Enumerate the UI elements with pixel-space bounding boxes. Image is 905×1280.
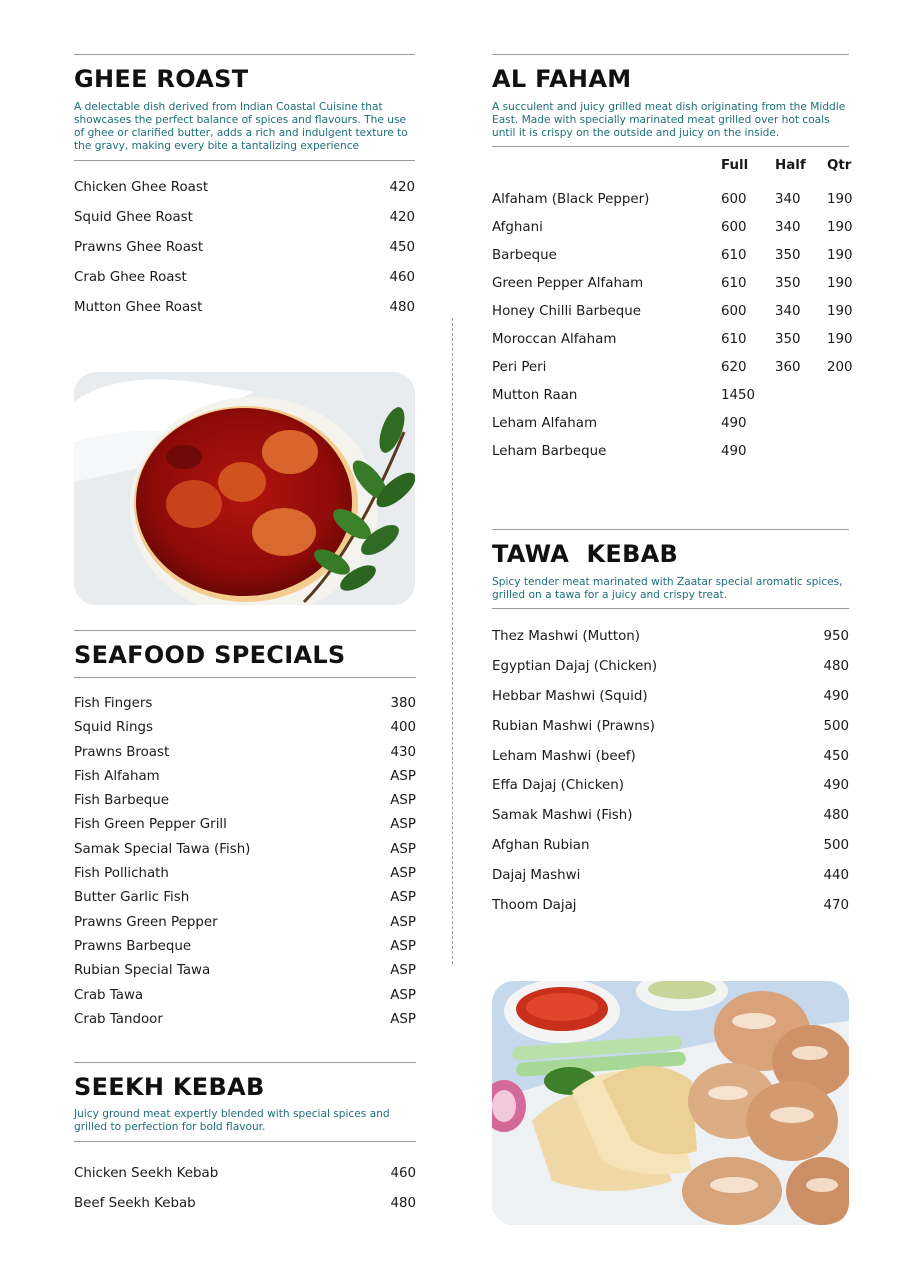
menu-item [74,270,415,300]
menu-item [492,868,849,898]
menu-item [74,939,416,963]
item-price: ASP [390,817,416,833]
section-description: Juicy ground meat expertly blended with special spices and grilled to perfection for bold flavour. [74,1108,390,1133]
menu-item [74,793,416,817]
item-price: 460 [390,1166,416,1181]
seekh-kebab-section [74,1062,416,1226]
menu-item [492,838,849,868]
al-faham-section [492,54,853,466]
price-half: 350 [775,248,801,263]
item-price: ASP [390,890,416,906]
item-name: Rubian Special Tawa [74,963,211,979]
price-half [775,438,827,466]
menu-item [74,817,416,841]
menu-item [74,300,415,330]
item-price: 480 [823,808,849,824]
section-title: GHEE ROAST [74,65,249,93]
section-description: A delectable dish derived from Indian Coastal Cuisine that showcases the perfect balance of spices and flavours. The use of ghee or clarified butter, adds a rich and indulgent texture to the gravy, making every bite a tantalizing experience [74,101,408,152]
price-half [775,410,827,438]
item-price: ASP [390,768,416,784]
menu-item [74,1196,416,1226]
item-price: 420 [389,210,415,225]
section-title: TAWA KEBAB [492,540,679,568]
item-price: ASP [390,841,416,857]
menu-item [74,240,415,270]
menu-item [74,915,416,939]
section-title: SEAFOOD SPECIALS [74,641,346,669]
item-name: Squid Rings [74,720,153,736]
price-qtr: 190 [827,248,853,263]
price-full: 490 [721,416,747,431]
price-qtr: 190 [827,192,853,207]
item-price: 450 [823,748,849,764]
divider [492,54,849,55]
item-price: 480 [390,1196,416,1211]
menu-item [492,719,849,749]
item-name: Samak Special Tawa (Fish) [74,841,251,857]
item-price: ASP [390,1011,416,1027]
item-name: Thez Mashwi (Mutton) [492,629,641,644]
price-full: 600 [721,220,747,235]
price-qtr: 190 [827,220,853,235]
item-price: 430 [390,744,416,760]
column-divider [452,318,453,964]
menu-item [492,689,849,719]
prawn-curry-illustration [74,372,415,605]
item-name: Green Pepper Alfaham [492,276,644,291]
item-name: Honey Chilli Barbeque [492,304,642,319]
item-price: 950 [823,629,849,644]
menu-item [74,720,416,744]
item-name: Mutton Raan [492,388,578,403]
price-qtr [827,382,857,410]
item-price: 470 [823,898,849,914]
menu-item [74,769,416,793]
item-name: Fish Fingers [74,696,153,711]
section-description: A succulent and juicy grilled meat dish originating from the Middle East. Made with specially marinated meat grilled over hot coals until it is crispy on the outside and juicy on the inside. [492,101,846,139]
item-price: 380 [390,696,416,711]
menu-item [492,808,849,838]
item-name: Hebbar Mashwi (Squid) [492,688,648,704]
price-qtr: 200 [827,360,853,375]
item-name: Rubian Mashwi (Prawns) [492,718,655,734]
section-description: Spicy tender meat marinated with Zaatar special aromatic spices, grilled on a tawa for a juicy and crispy treat. [492,576,843,601]
seafood-specials-section [74,630,416,1036]
menu-item [74,1012,416,1036]
item-price: ASP [390,938,416,954]
price-qtr [827,410,857,438]
item-price: ASP [390,987,416,1003]
item-name: Squid Ghee Roast [74,210,193,225]
price-half: 340 [775,192,801,207]
column-header: Full [721,158,749,173]
column-header: Qtr [827,158,852,173]
menu-item [74,696,416,720]
item-name: Prawns Barbeque [74,938,192,954]
divider [74,54,415,55]
price-half: 350 [775,332,801,347]
item-name: Leham Alfaham [492,416,597,431]
menu-item [74,745,416,769]
item-price: 490 [823,688,849,704]
item-name: Crab Tandoor [74,1011,163,1027]
item-name: Fish Pollichath [74,866,169,882]
tawa-kebab-section [492,529,849,928]
item-price: ASP [390,914,416,930]
price-full: 610 [721,276,747,291]
price-half: 340 [775,220,801,235]
item-name: Dajaj Mashwi [492,868,581,884]
item-name: Leham Mashwi (beef) [492,748,636,764]
item-name: Fish Alfaham [74,768,160,784]
price-qtr: 190 [827,304,853,319]
item-price: ASP [390,963,416,979]
item-name: Crab Ghee Roast [74,270,187,285]
price-half: 340 [775,304,801,319]
ghee-roast-photo [74,372,415,605]
menu-item [74,988,416,1012]
menu-item [74,842,416,866]
section-title: SEEKH KEBAB [74,1073,265,1101]
item-name: Egyptian Dajaj (Chicken) [492,658,658,674]
price-table [492,152,853,466]
menu-item [74,963,416,987]
price-half: 350 [775,276,801,291]
item-name: Beef Seekh Kebab [74,1196,196,1211]
item-name: Alfaham (Black Pepper) [492,192,650,207]
item-name: Effa Dajaj (Chicken) [492,778,624,794]
menu-item [492,659,849,689]
kebab-platter-illustration [492,981,849,1225]
divider [492,146,849,147]
price-full: 1450 [721,388,756,403]
item-name: Moroccan Alfaham [492,332,617,347]
price-full: 600 [721,304,747,319]
item-name: Fish Green Pepper Grill [74,817,227,833]
item-price: 400 [390,720,416,736]
divider [74,160,415,161]
menu-item [74,1166,416,1196]
menu-item [492,629,849,659]
section-title: AL FAHAM [492,65,632,93]
item-name: Thoom Dajaj [492,898,577,914]
item-price: ASP [390,793,416,809]
item-price: 480 [823,658,849,674]
item-name: Chicken Seekh Kebab [74,1166,219,1181]
divider [74,677,416,678]
price-qtr: 190 [827,332,853,347]
item-name: Leham Barbeque [492,444,607,459]
item-price: 500 [823,838,849,854]
price-qtr [827,438,857,466]
item-price: 480 [389,300,415,315]
item-name: Afghani [492,220,543,235]
item-name: Fish Barbeque [74,793,170,809]
price-half [775,382,827,410]
divider [492,529,849,530]
price-full: 490 [721,444,747,459]
kebab-platter-photo [492,981,849,1225]
item-name: Prawns Green Pepper [74,914,218,930]
ghee-roast-section [74,54,415,330]
item-price: ASP [390,866,416,882]
menu-item [74,180,415,210]
divider [74,630,416,631]
column-header: Half [775,158,806,173]
item-name: Crab Tawa [74,987,144,1003]
item-price: 450 [389,240,415,255]
item-price: 500 [823,718,849,734]
menu-item [74,210,415,240]
price-half: 360 [775,360,801,375]
item-name: Mutton Ghee Roast [74,300,203,315]
price-qtr: 190 [827,276,853,291]
item-name: Barbeque [492,248,557,263]
item-name: Butter Garlic Fish [74,890,190,906]
menu-item [492,898,849,928]
price-full: 620 [721,360,747,375]
menu-item [74,866,416,890]
menu-item [492,778,849,808]
item-name: Samak Mashwi (Fish) [492,808,633,824]
price-full: 610 [721,248,747,263]
item-name: Afghan Rubian [492,838,590,854]
item-price: 440 [823,868,849,884]
divider [492,608,849,609]
item-name: Chicken Ghee Roast [74,180,209,195]
item-name: Peri Peri [492,360,547,375]
price-full: 610 [721,332,747,347]
item-price: 490 [823,778,849,794]
item-name: Prawns Broast [74,744,170,760]
menu-item [492,749,849,779]
divider [74,1062,416,1063]
item-name: Prawns Ghee Roast [74,240,204,255]
divider [74,1141,416,1142]
item-price: 460 [389,270,415,285]
menu-item [74,890,416,914]
price-full: 600 [721,192,747,207]
item-price: 420 [389,180,415,195]
